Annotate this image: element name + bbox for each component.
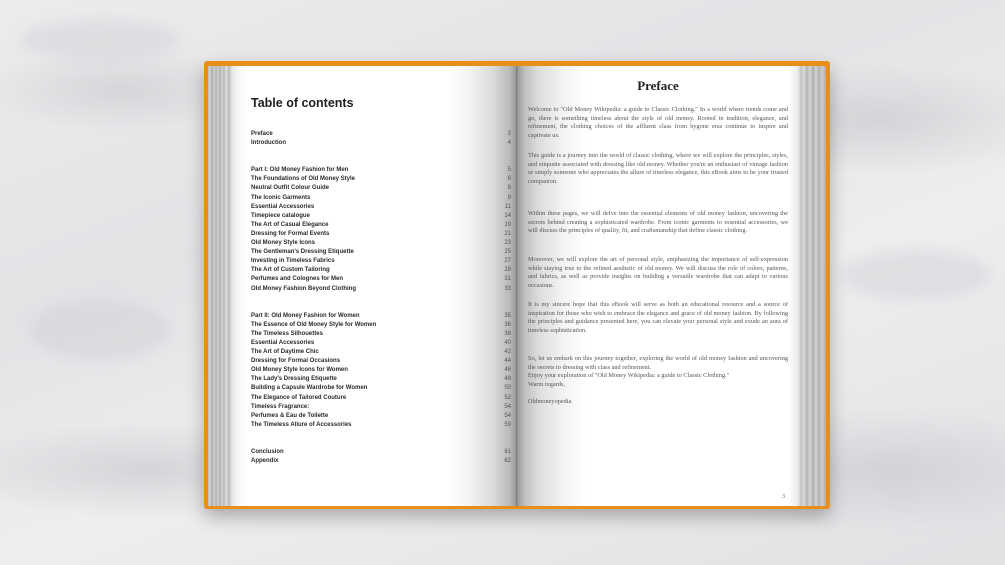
- toc-entry: [251, 184, 511, 192]
- toc-entry: [251, 130, 511, 138]
- right-page: [518, 66, 826, 506]
- toc-entry: [251, 448, 511, 456]
- preface-paragraph: Moreover, we will explore the art of personal style, emphasizing the importance of self-expression while staying true to the refined aesthetic of old money. We will discuss the role of colors, patterns, and fabrics, as well as provide insights on building a versatile wardrobe that can adapt to various occasions.: [528, 256, 788, 289]
- toc-entry-title: The Art of Casual Elegance: [251, 221, 329, 228]
- toc-entry-page: 9: [507, 194, 511, 201]
- left-page: [208, 66, 518, 506]
- toc-entry-title: Timeless Fragrance:: [251, 403, 310, 410]
- toc-entry-page: 54: [504, 403, 511, 410]
- toc-entry-title: Essential Accessories: [251, 339, 315, 346]
- toc-entry-page: 38: [504, 330, 511, 337]
- sheet-fold: [30, 300, 170, 360]
- toc-entry-title: The Lady's Dressing Etiquette: [251, 376, 337, 383]
- toc-entry-page: 3: [507, 131, 511, 137]
- preface-paragraph: It is my sincere hope that this eBook will serve as both an educational resource and a source of inspiration for those who wish to embrace the elegance and grace of old money fashion. By following the principles and guidance presented here, you can elevate your personal style and exude an aura of timeless sophistication.: [528, 301, 788, 334]
- toc-entry-title: Dressing for Formal Occasions: [251, 358, 341, 365]
- toc-entry: [251, 175, 511, 183]
- toc-entry-title: Appendix: [251, 458, 279, 464]
- toc-entry-page: 6: [507, 176, 511, 183]
- toc-entry-page: 50: [504, 385, 511, 392]
- toc-entry-title: Conclusion: [251, 448, 284, 455]
- preface-paragraph: Welcome to "Old Money Wikipedia: a guide to Classic Clothing." In a world where trends come and go, there is something timeless about the style of old money. Rooted in tradition, elegance, and refinement, the clothing choices of the affluent class from bygone eras continue to inspire and captivate us.: [528, 106, 788, 139]
- preface-paragraph: Warm regards,: [528, 380, 565, 388]
- toc-entry: [251, 375, 511, 383]
- toc-entry: [251, 257, 511, 265]
- toc-entry: [251, 285, 511, 293]
- toc-entry-title: The Art of Custom Tailoring: [251, 267, 330, 274]
- toc-entry-title: Perfumes & Eau de Toilette: [251, 412, 329, 419]
- page-number: 3: [782, 494, 785, 500]
- toc-entry-page: 28: [504, 267, 511, 274]
- sheet-fold: [20, 20, 180, 60]
- toc-entry-page: 46: [504, 367, 511, 374]
- toc-entry-title: Part I: Old Money Fashion for Men: [251, 167, 349, 174]
- toc-entry: [251, 321, 511, 329]
- toc-entry-title: Building a Capsule Wardrobe for Women: [251, 385, 368, 392]
- open-book: [204, 61, 830, 509]
- toc-entry-page: 40: [504, 339, 511, 346]
- toc-entry-page: 36: [504, 321, 511, 328]
- toc-entry-page: 8: [507, 185, 511, 192]
- toc-entry: [251, 194, 511, 202]
- toc-entry-page: 31: [504, 276, 511, 283]
- toc-entry: [251, 384, 511, 392]
- toc-entry-title: Essential Accessories: [251, 203, 315, 210]
- toc-entry-page: 27: [504, 258, 511, 265]
- toc-entry-page: 4: [507, 140, 511, 147]
- toc-entry-page: 48: [504, 376, 511, 383]
- toc-entry-page: 61: [504, 448, 511, 455]
- toc-entry: [251, 203, 511, 211]
- toc-entry-page: 23: [504, 240, 511, 246]
- toc-entry-page: 35: [504, 312, 511, 319]
- toc-entry: [251, 221, 511, 229]
- toc-entry-title: Perfumes and Colognes for Men: [251, 276, 344, 283]
- toc-entry-page: 52: [504, 394, 511, 401]
- toc-entry-title: Neutral Outfit Colour Guide: [251, 185, 329, 192]
- toc-entry-title: Timepiece catalogue: [251, 212, 310, 219]
- toc-entry: [251, 348, 511, 356]
- toc-entry: [251, 266, 511, 274]
- preface-signature: Oldmoneyopedia: [528, 398, 572, 405]
- toc-entry-title: Old Money Style Icons for Women: [251, 367, 348, 374]
- toc-entry-page: 14: [504, 212, 511, 219]
- toc-entry: [251, 166, 511, 174]
- toc-entry: [251, 212, 511, 220]
- toc-entry: [251, 239, 511, 247]
- toc-entry-page: 54: [504, 412, 511, 419]
- toc-entry-title: The Essence of Old Money Style for Women: [251, 321, 377, 328]
- toc-entry: [251, 275, 511, 283]
- toc-entry-title: The Foundations of Old Money Style: [251, 176, 356, 183]
- toc-entry-title: Preface: [251, 131, 273, 137]
- toc-entry-title: Introduction: [251, 140, 286, 147]
- toc-entry: [251, 330, 511, 338]
- toc-entry: [251, 357, 511, 365]
- toc-entry: [251, 421, 511, 429]
- toc-entry-title: Part II: Old Money Fashion for Women: [251, 312, 360, 319]
- toc-entry: [251, 312, 511, 320]
- toc-entry: [251, 412, 511, 420]
- toc-entry-title: The Timeless Allure of Accessories: [251, 421, 352, 428]
- toc-entry-page: 5: [507, 167, 511, 174]
- toc-entry-title: The Iconic Garments: [251, 194, 311, 201]
- toc-entry-page: 42: [504, 349, 511, 355]
- preface-paragraph: So, let us embark on this journey together, exploring the world of old money fashion and uncovering the secrets to dressing with class and refinement.: [528, 355, 788, 371]
- toc-entry-page: 33: [504, 285, 511, 292]
- preface-paragraph: This guide is a journey into the world of classic clothing, where we will explore the principles, styles, and etiquette associated with dressing like old money. Whether you're an enthusiast of vintage fashion or simply someone who appreciates the allure of timeless elegance, this eBook aims to be your trusted companion.: [528, 152, 788, 185]
- toc-entry-title: The Elegance of Tailored Couture: [251, 394, 347, 401]
- toc-entry: [251, 230, 511, 238]
- toc-entry-page: 11: [504, 203, 511, 210]
- toc-entry: [251, 248, 511, 256]
- toc-entry: [251, 339, 511, 347]
- toc-entry-title: Old Money Fashion Beyond Clothing: [251, 285, 356, 292]
- sheet-fold: [840, 250, 990, 300]
- toc-entry-title: The Gentleman's Dressing Etiquette: [251, 249, 354, 256]
- preface-title: Preface: [637, 78, 679, 93]
- toc-entry: [251, 457, 511, 465]
- toc-entry-page: 19: [504, 221, 511, 228]
- toc-entry-page: 62: [504, 458, 511, 464]
- toc-entry-title: The Timeless Silhouettes: [251, 330, 323, 337]
- toc-entry: [251, 403, 511, 411]
- toc-entry-page: 44: [504, 358, 511, 365]
- toc-entry-page: 25: [504, 249, 511, 256]
- toc-entry-title: Investing in Timeless Fabrics: [251, 258, 335, 265]
- toc-entry-page: 21: [504, 230, 511, 237]
- toc-entry-page: 59: [504, 421, 511, 428]
- preface-paragraph: Within these pages, we will delve into the essential elements of old money fashion, uncovering the secrets behind creating a sophisticated wardrobe. From iconic garments to essential accessories, we will discuss the principles of quality, fit, and craftsmanship that define classic clothing.: [528, 210, 788, 234]
- toc-entry: [251, 394, 511, 402]
- toc-entry: [251, 139, 511, 147]
- toc-entry-title: Old Money Style Icons: [251, 240, 316, 246]
- toc-entry: [251, 366, 511, 374]
- preface-paragraph: Enjoy your exploration of "Old Money Wikipedia: a guide to Classic Clothing.": [528, 372, 730, 379]
- toc-entry-title: Dressing for Formal Events: [251, 230, 330, 237]
- toc-title: Table of contents: [251, 96, 354, 110]
- toc-entry-title: The Art of Daytime Chic: [251, 349, 319, 355]
